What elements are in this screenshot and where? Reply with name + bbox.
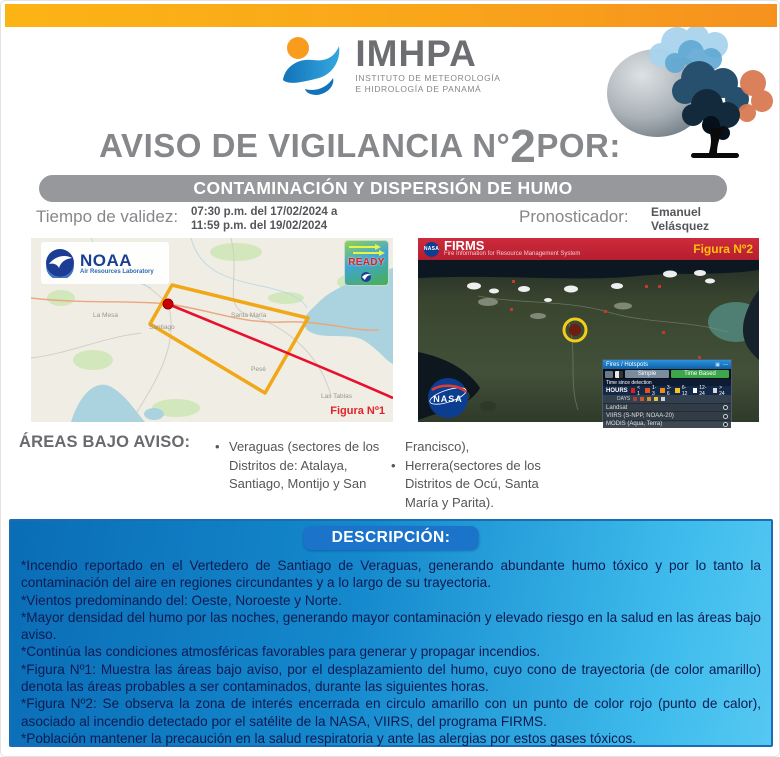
firms-subtitle: Fire Information for Resource Management System bbox=[444, 251, 581, 257]
tab-simple[interactable]: Simple bbox=[625, 370, 669, 378]
areas-column-1 bbox=[213, 438, 383, 494]
noaa-wordmark: NOAA bbox=[80, 250, 133, 270]
legend-swatch bbox=[640, 397, 644, 401]
svg-text:NASA: NASA bbox=[433, 394, 463, 404]
legend-tick: 3-6 bbox=[666, 384, 672, 397]
area-item-veraguas: • Veraguas (sectores de los Distritos de: Atalaya, Santiago, Montijo y San bbox=[213, 438, 383, 494]
time-since-detection-label: Time since detection bbox=[603, 379, 731, 386]
panel-titlebar[interactable] bbox=[603, 360, 731, 369]
areas-under-advisory-label: ÁREAS BAJO AVISO: bbox=[19, 433, 191, 451]
map-label: Las Tablas bbox=[321, 393, 352, 400]
firms-satellite-map bbox=[418, 238, 759, 428]
noaa-trajectory-map bbox=[31, 238, 393, 422]
noaa-logo-badge bbox=[41, 242, 169, 284]
description-paragraph: *Vientos predominando del: Oeste, Noroeste y Norte. bbox=[21, 592, 342, 608]
toggle-icon[interactable] bbox=[723, 414, 728, 419]
source-row-landsat[interactable] bbox=[603, 403, 731, 411]
source-label: MODIS (Aqua, Terra) bbox=[606, 421, 663, 428]
nasa-logo bbox=[428, 378, 468, 418]
legend-swatch bbox=[654, 397, 658, 401]
hotspot-dot bbox=[569, 324, 581, 336]
hours-legend-row bbox=[603, 386, 731, 395]
noaa-seal-icon bbox=[45, 248, 75, 278]
forecaster-name-line1: Emanuel bbox=[651, 205, 702, 219]
imhpa-logo-icon bbox=[279, 34, 343, 96]
fire-source-dot bbox=[163, 299, 173, 309]
brand-subtitle-line1: INSTITUTO DE METEOROLOGÍA bbox=[355, 73, 501, 83]
forecaster-label: Pronosticador: bbox=[519, 207, 629, 226]
legend-swatch bbox=[660, 388, 664, 393]
legend-tick: 12-24 bbox=[699, 384, 707, 397]
description-heading: DESCRIPCIÓN: bbox=[304, 526, 479, 550]
description-paragraph: *Incendio reportado en el Vertedero de Santiago de Veraguas, generando abundante humo tóxico y por lo tanto la contaminación del aire en regiones circundantes y a lo largo de su trayectoria. bbox=[21, 558, 761, 591]
description-paragraph: *Mayor densidad del humo por las noches, generando mayor contaminación y elevado riesgo en la salud en las áreas bajo aviso. bbox=[21, 609, 761, 643]
forecaster-name bbox=[651, 205, 709, 233]
ready-label: READY bbox=[348, 257, 385, 268]
brand-subtitle-line2: E HIDROLOGÍA DE PANAMÁ bbox=[355, 84, 482, 94]
legend-swatch bbox=[633, 397, 637, 401]
days-label: DAYS bbox=[617, 396, 631, 402]
title-suffix: POR: bbox=[536, 127, 621, 164]
tab-time-based[interactable]: Time Based bbox=[671, 370, 729, 378]
toggle-icon[interactable] bbox=[723, 405, 728, 410]
description-paragraph: *Población mantener la precaución en la salud respiratoria y ante las alergias por estos gases tóxicos. bbox=[21, 730, 637, 746]
area-item-herrera: • Herrera(sectores de los Distritos de Ocú, Santa María y Parita). bbox=[389, 457, 574, 513]
map-label: Santa María bbox=[231, 312, 267, 319]
area-item-carryover: Francisco), bbox=[405, 439, 470, 454]
brand-name: IMHPA bbox=[355, 33, 477, 74]
fires-hotspots-panel bbox=[602, 359, 732, 428]
validity-line2: 11:59 p.m. del 19/02/2024 bbox=[191, 220, 328, 232]
map-label: Santiago bbox=[149, 324, 175, 331]
contrast-toggle-icon[interactable] bbox=[615, 371, 623, 378]
source-label: Landsat bbox=[606, 404, 628, 411]
description-paragraph: *Continúa las condiciones atmosféricas favorables para generar y propagar incendios. bbox=[21, 644, 541, 660]
hazard-banner: CONTAMINACIÓN Y DISPERSIÓN DE HUMO bbox=[39, 175, 727, 202]
legend-swatch bbox=[631, 388, 635, 393]
layers-icon[interactable]: ▣ bbox=[715, 361, 720, 368]
map-label: Pesé bbox=[251, 366, 266, 373]
legend-tick: 6-12 bbox=[681, 384, 688, 397]
firms-header-bar bbox=[418, 238, 759, 260]
hand-tool-icon[interactable] bbox=[605, 371, 613, 378]
panel-title: Fires / Hotspots bbox=[606, 361, 649, 368]
legend-swatch bbox=[647, 397, 651, 401]
description-section bbox=[9, 519, 773, 747]
description-paragraph: *Figura Nº2: Se observa la zona de interés encerrada en circulo amarillo con un punto de color rojo (punto de calor), asociado al incendio detectado por el satélite de la NASA, VIIRS, del programa FIRMS. bbox=[21, 696, 761, 729]
validity-dates bbox=[191, 205, 337, 233]
legend-swatch bbox=[661, 397, 665, 401]
source-row-viirs[interactable] bbox=[603, 411, 731, 419]
hours-label: HOURS bbox=[606, 387, 628, 394]
legend-tick: > 24 bbox=[719, 384, 725, 397]
minimize-icon[interactable]: — bbox=[723, 361, 728, 368]
legend-swatch bbox=[645, 388, 649, 393]
firms-title: FIRMS bbox=[444, 238, 485, 253]
legend-swatch bbox=[675, 388, 679, 393]
top-accent-bar bbox=[5, 4, 777, 27]
page-title bbox=[1, 120, 719, 172]
legend-swatch bbox=[693, 388, 697, 393]
noaa-lab-label: Air Resources Laboratory bbox=[80, 268, 154, 275]
figure-2-label: Figura Nº2 bbox=[693, 242, 753, 256]
validity-label: Tiempo de validez: bbox=[36, 207, 179, 226]
description-body bbox=[21, 557, 761, 747]
toggle-icon[interactable] bbox=[723, 422, 728, 427]
source-label: VIIRS (S-NPP, NOAA-20) bbox=[606, 413, 674, 420]
legend-tick: < 1 bbox=[637, 384, 641, 397]
description-paragraph: *Figura Nº1: Muestra las áreas bajo aviso, por el desplazamiento del humo, cuyo cono de trayectoria (de color amarillo) denota las áreas probables a ser contaminados, durante las siguientes horas. bbox=[21, 661, 761, 695]
title-prefix: AVISO DE VIGILANCIA N° bbox=[99, 127, 511, 164]
areas-column-2 bbox=[389, 438, 574, 512]
validity-line1: 07:30 p.m. del 17/02/2024 a bbox=[191, 206, 338, 218]
source-row-modis[interactable] bbox=[603, 420, 731, 428]
figure-1-label: Figura Nº1 bbox=[330, 405, 385, 417]
nasa-mini-logo: NASA bbox=[424, 242, 439, 257]
legend-tick: 1-3 bbox=[651, 384, 657, 397]
title-number: 2 bbox=[510, 120, 537, 172]
ready-logo-badge bbox=[345, 241, 388, 285]
legend-swatch bbox=[713, 388, 717, 393]
forecaster-name-line2: Velásquez bbox=[651, 219, 710, 233]
brand-header bbox=[1, 34, 779, 96]
map-label: La Mesa bbox=[93, 312, 118, 319]
